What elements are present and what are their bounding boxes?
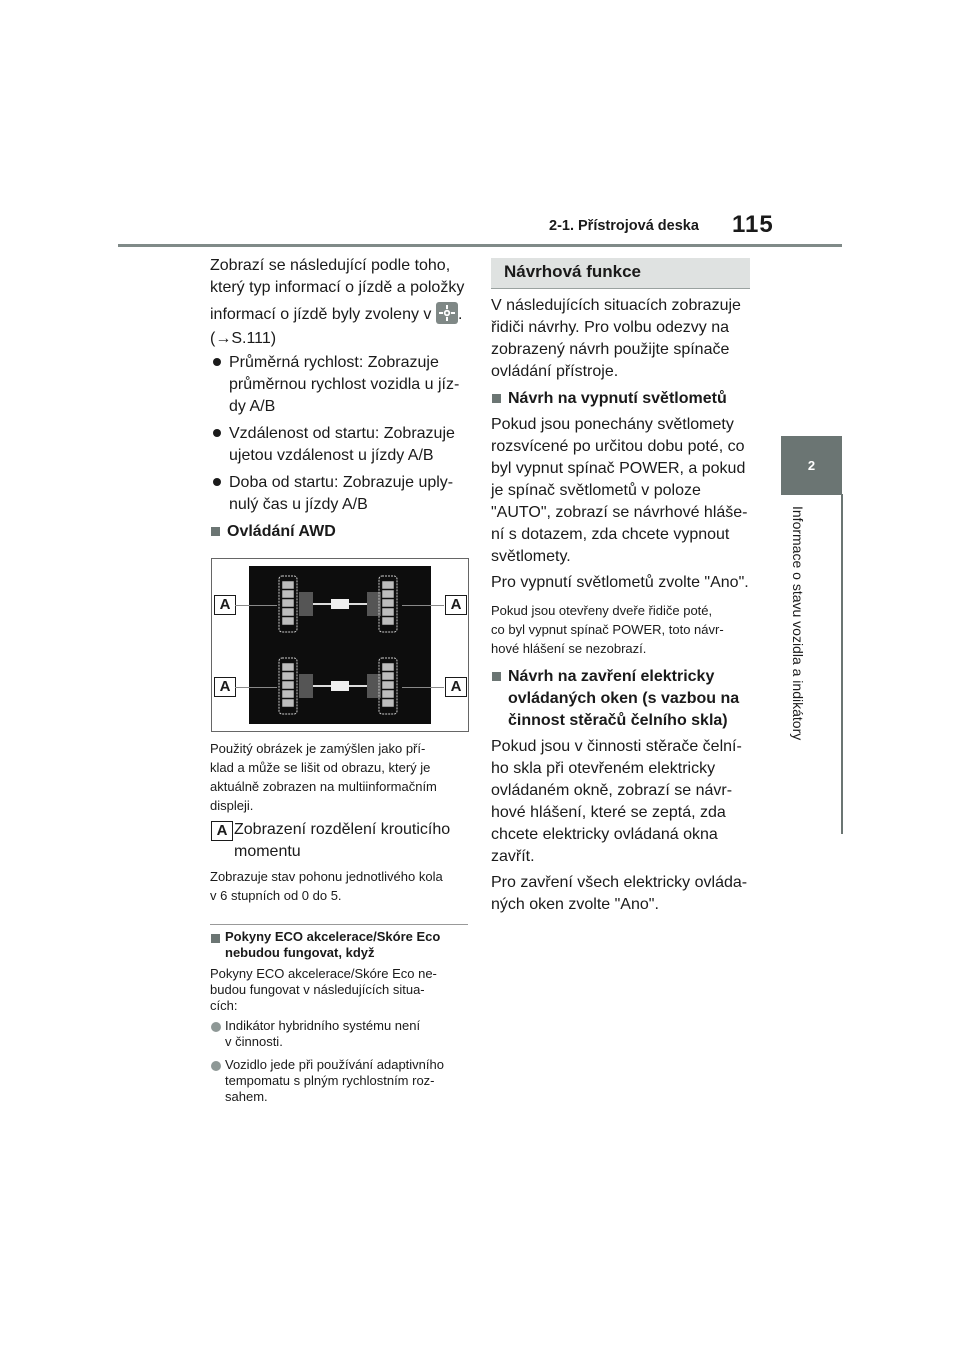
intro-line-2: který typ informací o jízdě a položky: [210, 279, 465, 296]
headlight-small-1: Pokud jsou otevřeny dveře řidiče poté,: [491, 603, 713, 618]
bullet-3-line-2: nulý čas u jízdy A/B: [229, 496, 368, 513]
torque-segment-rear-left: [282, 690, 294, 698]
item-a-badge: A: [211, 821, 233, 841]
callout-line: [235, 687, 277, 688]
differential: [331, 599, 349, 609]
torque-segment-rear-left: [282, 681, 294, 689]
chapter-tab: [781, 436, 842, 495]
torque-segment-front-left: [282, 590, 294, 598]
chapter-bar: [841, 494, 843, 834]
bullet-2-line-1: Vzdálenost od startu: Zobrazuje: [229, 425, 455, 442]
window-p-2: ho skla při otevřeném elektricky: [491, 760, 716, 777]
headlight-p-2: rozsvícené po určitou dobu poté, co: [491, 438, 745, 455]
torque-segment-front-right: [382, 617, 394, 625]
awd-figure: [211, 558, 469, 732]
item-a-desc-1: Zobrazuje stav pohonu jednotlivého kola: [210, 869, 443, 884]
awd-display: [249, 566, 431, 724]
note-bullet-dot: [211, 1061, 221, 1071]
headlight-heading: Návrh na vypnutí světlometů: [508, 390, 727, 407]
bullet-dot: [213, 478, 221, 486]
torque-segment-front-right: [382, 581, 394, 589]
headlight-p-1: Pokud jsou ponechány světlomety: [491, 416, 734, 433]
intro-line-3: informací o jízdě byly zvoleny v: [210, 306, 432, 323]
drive-unit-left: [299, 674, 313, 698]
note-text-1: Pokyny ECO akcelerace/Skóre Eco ne-: [210, 966, 437, 981]
suggestion-title-text: Návrhová funkce: [504, 262, 641, 281]
note-item-2-line-3: sahem.: [225, 1089, 268, 1104]
callout-line: [402, 687, 444, 688]
headlight-p-5: "AUTO", zobrazí se návrhové hláše-: [491, 504, 748, 521]
window-heading-3: činnost stěračů čelního skla): [508, 712, 728, 729]
header-rule: [118, 244, 842, 247]
callout-line: [235, 605, 277, 606]
caption-line-3: aktuálně zobrazen na multiinformačním: [210, 779, 437, 794]
window-heading-2: ovládaných oken (s vazbou na: [508, 690, 740, 707]
settings-icon: [436, 302, 458, 324]
chapter-title: Informace o stavu vozidla a indikátory: [790, 506, 806, 741]
window-answer-2: ných oken zvolte "Ano".: [491, 896, 659, 913]
note-rule: [210, 924, 468, 925]
headlight-p-6: ní s dotazem, zda chcete vypnout: [491, 526, 730, 543]
window-p-6: zavřít.: [491, 848, 535, 865]
torque-segment-front-left: [282, 608, 294, 616]
bullet-3-line-1: Doba od startu: Zobrazuje uply-: [229, 474, 454, 491]
torque-segment-rear-left: [282, 663, 294, 671]
note-text-3: cích:: [210, 998, 238, 1013]
headlight-small-2: co byl vypnut spínač POWER, toto návr-: [491, 622, 724, 637]
torque-segment-rear-right: [382, 690, 394, 698]
chapter-number: 2: [807, 458, 816, 473]
intro-line-1: Zobrazí se následující podle toho,: [210, 257, 451, 274]
note-marker: [211, 934, 220, 943]
section-title: 2-1. Přístrojová deska: [549, 218, 699, 234]
differential: [331, 681, 349, 691]
note-heading-2: nebudou fungovat, když: [225, 945, 375, 960]
callout-line: [402, 605, 444, 606]
note-heading-1: Pokyny ECO akcelerace/Skóre Eco: [225, 929, 441, 944]
caption-line-1: Použitý obrázek je zamýšlen jako pří-: [210, 741, 426, 756]
bullet-1-line-1: Průměrná rychlost: Zobrazuje: [229, 354, 439, 371]
window-answer-1: Pro zavření všech elektricky ovláda-: [491, 874, 748, 891]
torque-segment-front-right: [382, 590, 394, 598]
label-a-rear-right: A: [445, 677, 467, 697]
right-intro-3: zobrazený návrh použijte spínače: [491, 341, 730, 358]
heading-marker: [492, 394, 501, 403]
awd-heading: Ovládání AWD: [227, 523, 336, 540]
bullet-dot: [213, 429, 221, 437]
torque-segment-rear-left: [282, 699, 294, 707]
intro-line-4: (→S.111): [210, 330, 277, 347]
drive-unit-left: [299, 592, 313, 616]
bullet-dot: [213, 358, 221, 366]
torque-segment-rear-left: [282, 672, 294, 680]
torque-segment-front-left: [282, 617, 294, 625]
window-p-5: chcete elektricky ovládaná okna: [491, 826, 718, 843]
headlight-p-3: byl vypnut spínač POWER, a pokud: [491, 460, 746, 477]
label-a-front-right: A: [445, 595, 467, 615]
bullet-1-line-2: průměrnou rychlost vozidla u jíz-: [229, 376, 460, 393]
note-item-2-line-2: tempomatu s plným rychlostním roz-: [225, 1073, 435, 1088]
page-number: 115: [732, 211, 774, 238]
item-a-line-1: Zobrazení rozdělení krouticího: [234, 821, 451, 838]
note-item-1-line-2: v činnosti.: [225, 1034, 283, 1049]
note-bullet-dot: [211, 1022, 221, 1032]
headlight-p-7: světlomety.: [491, 548, 571, 565]
headlight-answer: Pro vypnutí světlometů zvolte "Ano".: [491, 574, 749, 591]
label-a-front-left: A: [214, 595, 236, 615]
bullet-1-line-3: dy A/B: [229, 398, 276, 415]
item-a-desc-2: v 6 stupních od 0 do 5.: [210, 888, 342, 903]
right-intro-1: V následujících situacích zobrazuje: [491, 297, 741, 314]
torque-segment-rear-right: [382, 663, 394, 671]
bullet-2-line-2: ujetou vzdálenost u jízdy A/B: [229, 447, 434, 464]
window-heading-1: Návrh na zavření elektricky: [508, 668, 715, 685]
headlight-small-3: hové hlášení se nezobrazí.: [491, 641, 647, 656]
window-p-3: ovládaném okně, zobrazí se návr-: [491, 782, 733, 799]
torque-segment-front-right: [382, 599, 394, 607]
right-intro-4: ovládání přístroje.: [491, 363, 619, 380]
note-item-2-line-1: Vozidlo jede při používání adaptivního: [225, 1057, 444, 1072]
torque-segment-rear-right: [382, 672, 394, 680]
note-item-1-line-1: Indikátor hybridního systému není: [225, 1018, 421, 1033]
note-text-2: budou fungovat v následujících situa-: [210, 982, 425, 997]
heading-marker: [211, 527, 220, 536]
torque-segment-front-right: [382, 608, 394, 616]
torque-segment-rear-right: [382, 681, 394, 689]
suggestion-box-title: [491, 258, 750, 289]
torque-segment-front-left: [282, 581, 294, 589]
torque-segment-rear-right: [382, 699, 394, 707]
item-a-line-2: momentu: [234, 843, 301, 860]
caption-line-4: displeji.: [210, 798, 254, 813]
caption-line-2: klad a může se lišit od obrazu, který je: [210, 760, 431, 775]
window-p-4: hové hlášení, které se zeptá, zda: [491, 804, 726, 821]
right-intro-2: řidiči návrhy. Pro volbu odezvy na: [491, 319, 730, 336]
label-a-rear-left: A: [214, 677, 236, 697]
headlight-p-4: je spínač světlometů v poloze: [491, 482, 701, 499]
window-p-1: Pokud jsou v činnosti stěrače čelní-: [491, 738, 742, 755]
heading-marker: [492, 672, 501, 681]
awd-diagram: [249, 566, 431, 724]
torque-segment-front-left: [282, 599, 294, 607]
intro-line-3-end: .: [458, 306, 463, 323]
